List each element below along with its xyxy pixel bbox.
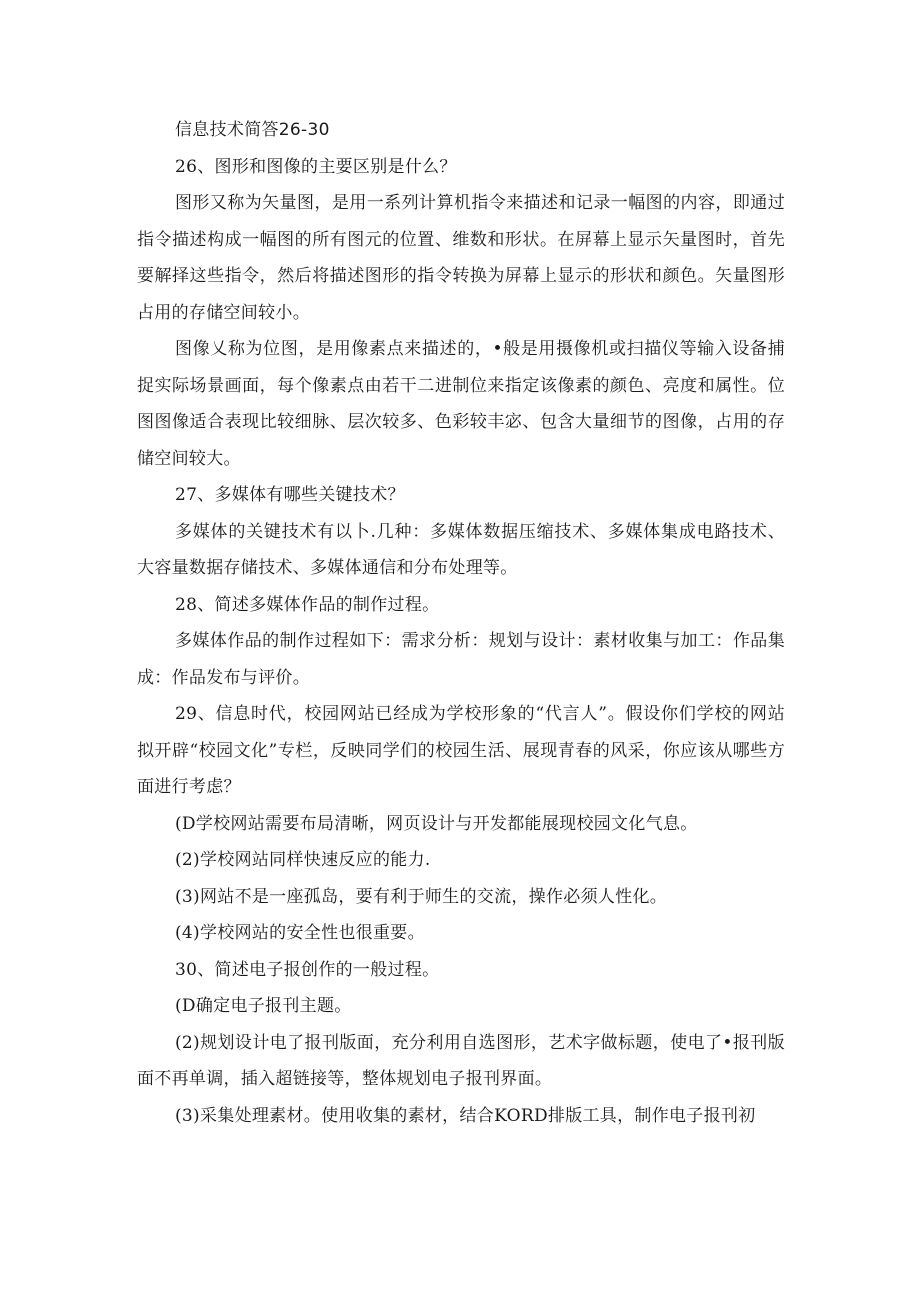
question-27: 27、多媒体有哪些关键技术？ xyxy=(175,485,405,505)
document-title: 信息技术简答26-30 xyxy=(175,120,330,140)
question-29: 29、信息时代，校园网站已经成为学校形象的“代言人”。假设你们学校的网站拟开辟“校园文化”专栏，反映同学们的校园生活、展现青春的风采，你应该从哪些方面进行考虑？ xyxy=(137,704,785,797)
answer-30-item-2: (2)规划设计电了报刊版面，充分利用自选图形，艺术字做标题，使电了•报刊版面不再单调，插入超链接等，整体规划电子报刊界面。 xyxy=(137,1032,785,1089)
answer-29-item-4: (4)学校网站的安全性也很重要。 xyxy=(175,923,425,943)
answer-26-image: 图像乂称为位图，是用像素点来描述的，•般是用摄像机或扫描仪等输入设备捕捉实际场景画面，每个像素点由若干二进制位来指定该像素的颜色、亮度和属性。位图图像适合表现比较细脉、层次较多、色彩较丰宓、包含大量细节的图像，占用的存储空间较大。 xyxy=(137,339,785,469)
document-body xyxy=(137,112,785,1134)
answer-28: 多媒体作品的制作过程如下：需求分析：规划与设计：素材收集与加工：作品集成：作品发布与评价。 xyxy=(137,631,785,688)
answer-30-item-1: (D确定电子报刊主题。 xyxy=(175,996,352,1016)
answer-30-item-3: (3)采集处理素材。使用收集的素材，结合KORD排版工具，制作电子报刊初 xyxy=(175,1105,756,1126)
answer-29-item-2: (2)学校网站同样快速反应的能力. xyxy=(175,850,431,870)
question-30: 30、简述电子报创作的一般过程。 xyxy=(175,959,440,980)
answer-29-item-1: (D学校网站需要布局清晰，网页设计与开发都能展现校园文化气息。 xyxy=(175,813,698,834)
answer-26-graphics: 图形又称为矢量图，是用一系列计算机指令来描述和记录一幅图的内容，即通过指令描述构成一幅图的所有图元的位置、维数和形状。在屏幕上显示矢量图时，首先要解择这些指令，然后将描述图形的指令转换为屏幕上显示的形状和颜色。矢量图形占用的存储空间较小。 xyxy=(137,193,785,323)
question-26: 26、图形和图像的主要区别是什么？ xyxy=(175,156,457,177)
answer-29-item-3: (3)网站不是一座孤岛，要有利于师生的交流，操作必须人性化。 xyxy=(175,886,668,907)
answer-27: 多媒体的关键技术有以卜.几种：多媒体数据压缩技术、多媒体集成电路技术、大容量数据存储技术、多媒体通信和分布处理等。 xyxy=(137,521,785,578)
question-28: 28、简述多媒体作品的制作过程。 xyxy=(175,594,440,615)
